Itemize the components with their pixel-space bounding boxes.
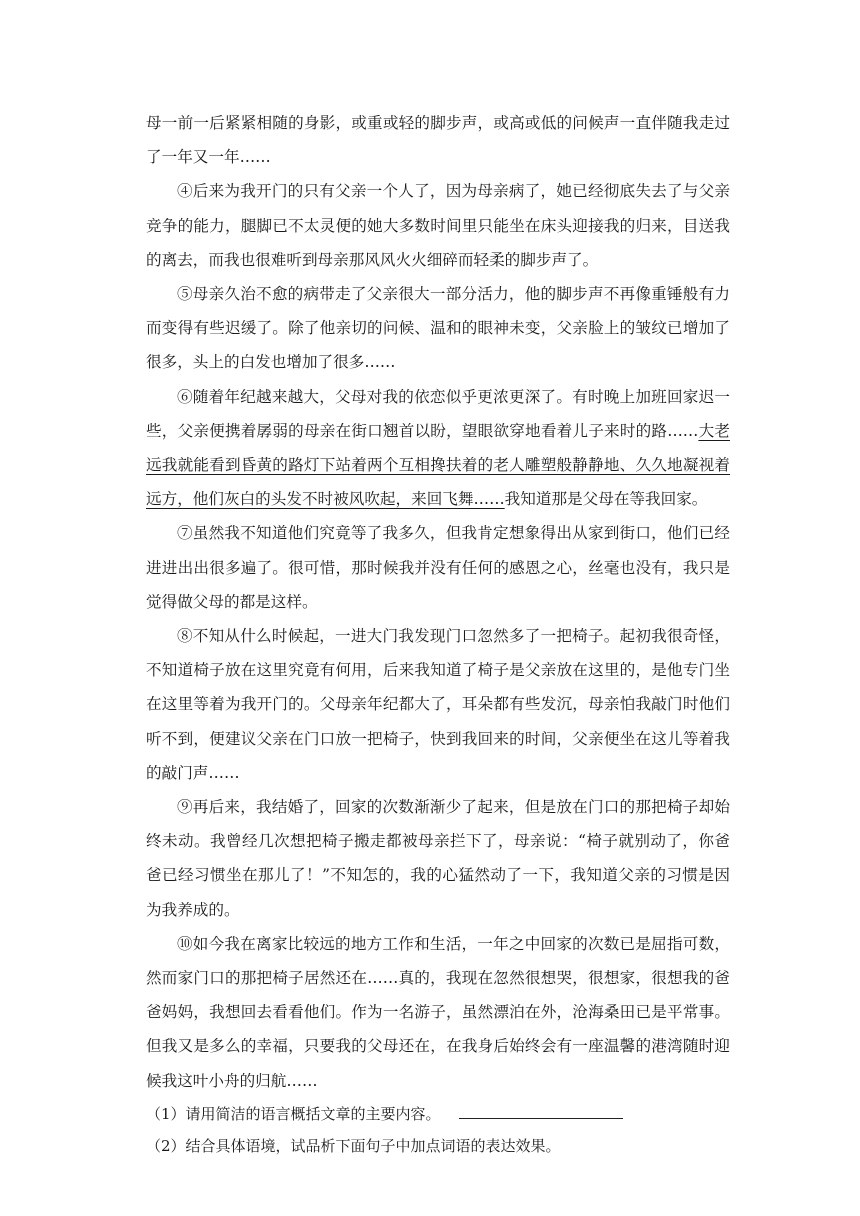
paragraph-4: ④后来为我开门的只有父亲一个人了，因为母亲病了，她已经彻底失去了与父亲竞争的能力，腿脚已不太灵便的她大多数时间里只能坐在床头迎接我的归来，目送我的离去，而我也很难听到母亲那风风火火细碎而轻柔的脚步声了。 <box>146 182 730 269</box>
paragraph-9: ⑨再后来，我结婚了，回家的次数渐渐少了起来，但是放在门口的那把椅子却始终未动。我曾经几次想把椅子搬走都被母亲拦下了，母亲说：“椅子就别动了，你爸爸已经习惯坐在那儿了！”不知怎的，我的心猛然动了一下，我知道父亲的习惯是因为我养成的。 <box>146 798 730 919</box>
underlined-sentence: 大老远我就能看到昏黄的路灯下站着两个互相搀扶着的老人雕塑般静静地、久久地凝视着远方，他们灰白的头发不时被风吹起，来回飞舞…… <box>146 421 730 509</box>
question-1 <box>146 1098 730 1130</box>
paragraph-6-text: ⑥随着年纪越来越大，父母对我的依恋似乎更浓更深了。有时晚上加班回家迟一些，父亲便携着孱弱的母亲在街口翘首以盼，望眼欲穿地看着儿子来时的路…… <box>146 387 730 440</box>
paragraph-5: ⑤母亲久治不愈的病带走了父亲很大一部分活力，他的脚步声不再像重锤般有力而变得有些迟缓了。除了他亲切的问候、温和的眼神未变，父亲脸上的皱纹已增加了很多，头上的白发也增加了很多…… <box>146 285 730 372</box>
paragraph-continued: 母一前一后紧紧相随的身影，或重或轻的脚步声，或高或低的问候声一直伴随我走过了一年又一年…… <box>146 114 730 167</box>
answer-blank[interactable] <box>459 1100 623 1119</box>
paragraph-8: ⑧不知从什么时候起，一进大门我发现门口忽然多了一把椅子。起初我很奇怪，不知道椅子放在这里究竟有何用，后来我知道了椅子是父亲放在这里的，是他专门坐在这里等着为我开门的。父母亲年纪都大了，耳朵都有些发沉，母亲怕我敲门时他们听不到，便建议父亲在门口放一把椅子，快到我回来的时间，父亲便坐在这儿等着我的敲门声…… <box>146 627 730 782</box>
question-1-text: （1）请用简洁的语言概括文章的主要内容。 <box>146 1104 441 1123</box>
paragraph-7: ⑦虽然我不知道他们究竟等了我多久，但我肯定想象得出从家到街口，他们已经进进出出很多遍了。很可惜，那时候我并没有任何的感恩之心，丝毫也没有，我只是觉得做父母的都是这样。 <box>146 524 730 611</box>
paragraph-6-ending: 我知道那是父母在等我回家。 <box>504 490 708 509</box>
paragraph-10: ⑩如今我在离家比较远的地方工作和生活，一年之中回家的次数已是屈指可数，然而家门口的那把椅子居然还在……真的，我现在忽然很想哭，很想家，很想我的爸爸妈妈，我想回去看看他们。作为一名游子，虽然漂泊在外，沧海桑田已是平常事。但我又是多么的幸福，只要我的父母还在，在我身后始终会有一座温馨的港湾随时迎候我这叶小舟的归航…… <box>146 934 730 1090</box>
question-2: （2）结合具体语境，试品析下面句子中加点词语的表达效果。 <box>146 1136 561 1155</box>
paragraph-6 <box>146 380 730 517</box>
document-page <box>146 106 730 1162</box>
